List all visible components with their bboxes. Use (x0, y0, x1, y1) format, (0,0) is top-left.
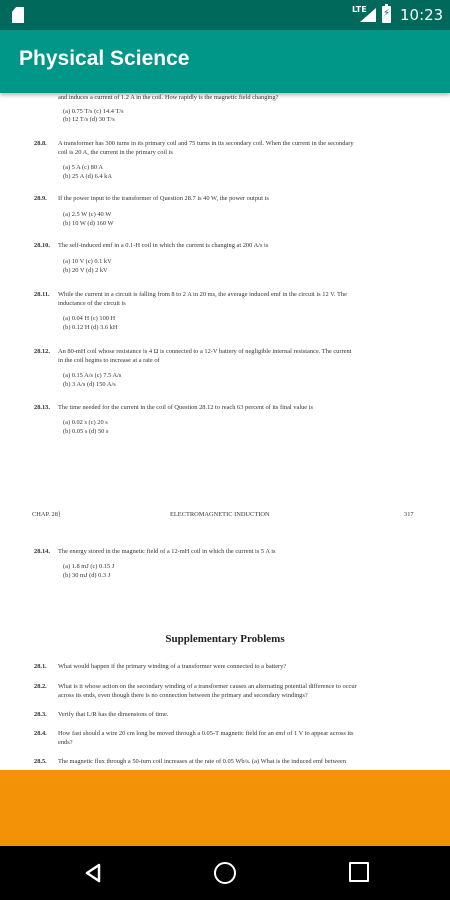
page-number: 317 (404, 511, 414, 518)
page-header-title: ELECTROMAGNETIC INDUCTION (170, 511, 270, 518)
back-icon[interactable] (84, 863, 102, 883)
doc-line: What is it whose action on the secondary winding of a transformer causes an alternating potential difference to occur (58, 683, 357, 690)
choice-line: (a) 0.15 A/s (c) 7.5 A/s (63, 372, 122, 379)
doc-line: While the current in a circuit is falling from 8 to 2 A in 20 ms, the average induced emf in the circuit is 12 V. The (58, 291, 347, 298)
choice-line: (a) 1.8 mJ (c) 0.15 J (63, 563, 115, 570)
document-page[interactable] (0, 93, 450, 770)
ad-banner[interactable] (0, 770, 450, 846)
choice-line: (b) 25 A (d) 6.4 kA (63, 173, 112, 180)
question-number: 28.11. (34, 291, 50, 298)
choice-line: (b) 0.12 H (d) 3.6 kH (63, 324, 118, 331)
doc-line: across its ends, even though there is no connection between the primary and secondary windings? (58, 692, 308, 699)
recents-icon[interactable] (349, 862, 369, 882)
doc-line: in the coil begins to increase at a rate of (58, 357, 160, 364)
question-number: 28.8. (34, 140, 47, 147)
doc-line: What would happen if the primary winding of a transformer were connected to a battery? (58, 663, 287, 670)
app-title: Physical Science (19, 47, 190, 70)
choice-line: (b) 20 V (d) 2 kV (63, 267, 108, 274)
doc-line: How fast should a wire 20 cm long be moved through a 0.05-T magnetic field for an emf of 1 V to appear across its (58, 730, 354, 737)
doc-line: If the power input to the transformer of Question 28.7 is 40 W, the power output is (58, 195, 269, 202)
home-icon[interactable] (214, 862, 236, 884)
navigation-bar (0, 846, 450, 900)
app-bar (0, 30, 450, 93)
question-number: 28.13. (34, 404, 50, 411)
doc-line: Verify that L/R has the dimensions of time. (58, 711, 169, 718)
choice-line: (a) 0.75 T/s (c) 14.4 T/s (63, 108, 124, 115)
problem-number: 28.2. (34, 683, 47, 690)
status-bar (0, 0, 450, 30)
choice-line: (a) 0.02 s (c) 20 s (63, 419, 108, 426)
choice-line: (b) 3 A/s (d) 150 A/s (63, 381, 116, 388)
doc-line: An 80-mH coil whose resistance is 4 Ω is connected to a 12-V battery of negligible internal resistance. The current (58, 348, 352, 355)
doc-line: The magnetic flux through a 50-turn coil increases at the rate of 0.05 Wb/s. (a) What is the induced emf between (58, 758, 346, 765)
choice-line: (a) 2.5 W (c) 40 W (63, 211, 112, 218)
question-number: 28.12. (34, 348, 50, 355)
doc-line: inductance of the circuit is (58, 300, 126, 307)
choice-line: (a) 0.04 H (c) 100 H (63, 315, 116, 322)
choice-line: (b) 10 W (d) 160 W (63, 220, 114, 227)
problem-number: 28.4. (34, 730, 47, 737)
question-number: 28.10. (34, 242, 50, 249)
choice-line: (b) 12 T/s (d) 30 T/s (63, 116, 115, 123)
battery-icon: ⚡ (382, 6, 391, 23)
clock: 10:23 (400, 6, 444, 24)
choice-line: (a) 5 A (c) 80 A (63, 164, 103, 171)
problem-number: 28.5. (34, 758, 47, 765)
doc-line: The self-induced emf in a 0.1-H coil in which the current is changing at 200 A/s is (58, 242, 269, 249)
doc-line: The time needed for the current in the coil of Question 28.12 to reach 63 percent of its final value is (58, 404, 314, 411)
doc-line: coil is 20 A, the current in the primary coil is (58, 149, 173, 156)
doc-line: and induces a current of 1.2 A in the coil. How rapidly is the magnetic field changing? (58, 94, 279, 101)
doc-line: The energy stored in the magnetic field of a 12-mH coil in which the current is 5 A is (58, 548, 276, 555)
section-heading: Supplementary Problems (165, 633, 285, 645)
problem-number: 28.3. (34, 711, 47, 718)
choice-line: (b) 30 mJ (d) 0.3 J (63, 572, 111, 579)
question-number: 28.14. (34, 548, 50, 555)
doc-line: ends? (58, 739, 73, 746)
problem-number: 28.1. (34, 663, 47, 670)
doc-line: A transformer has 300 turns in its primary coil and 75 turns in its secondary coil. When the current in the secondary (58, 140, 354, 147)
choice-line: (b) 0.05 s (d) 50 s (63, 428, 109, 435)
choice-line: (a) 10 V (c) 0.1 kV (63, 258, 112, 265)
page-header-chapter: CHAP. 28] (32, 511, 61, 518)
sd-card-icon (12, 7, 24, 23)
network-type: LTE (352, 5, 367, 14)
question-number: 28.9. (34, 195, 47, 202)
